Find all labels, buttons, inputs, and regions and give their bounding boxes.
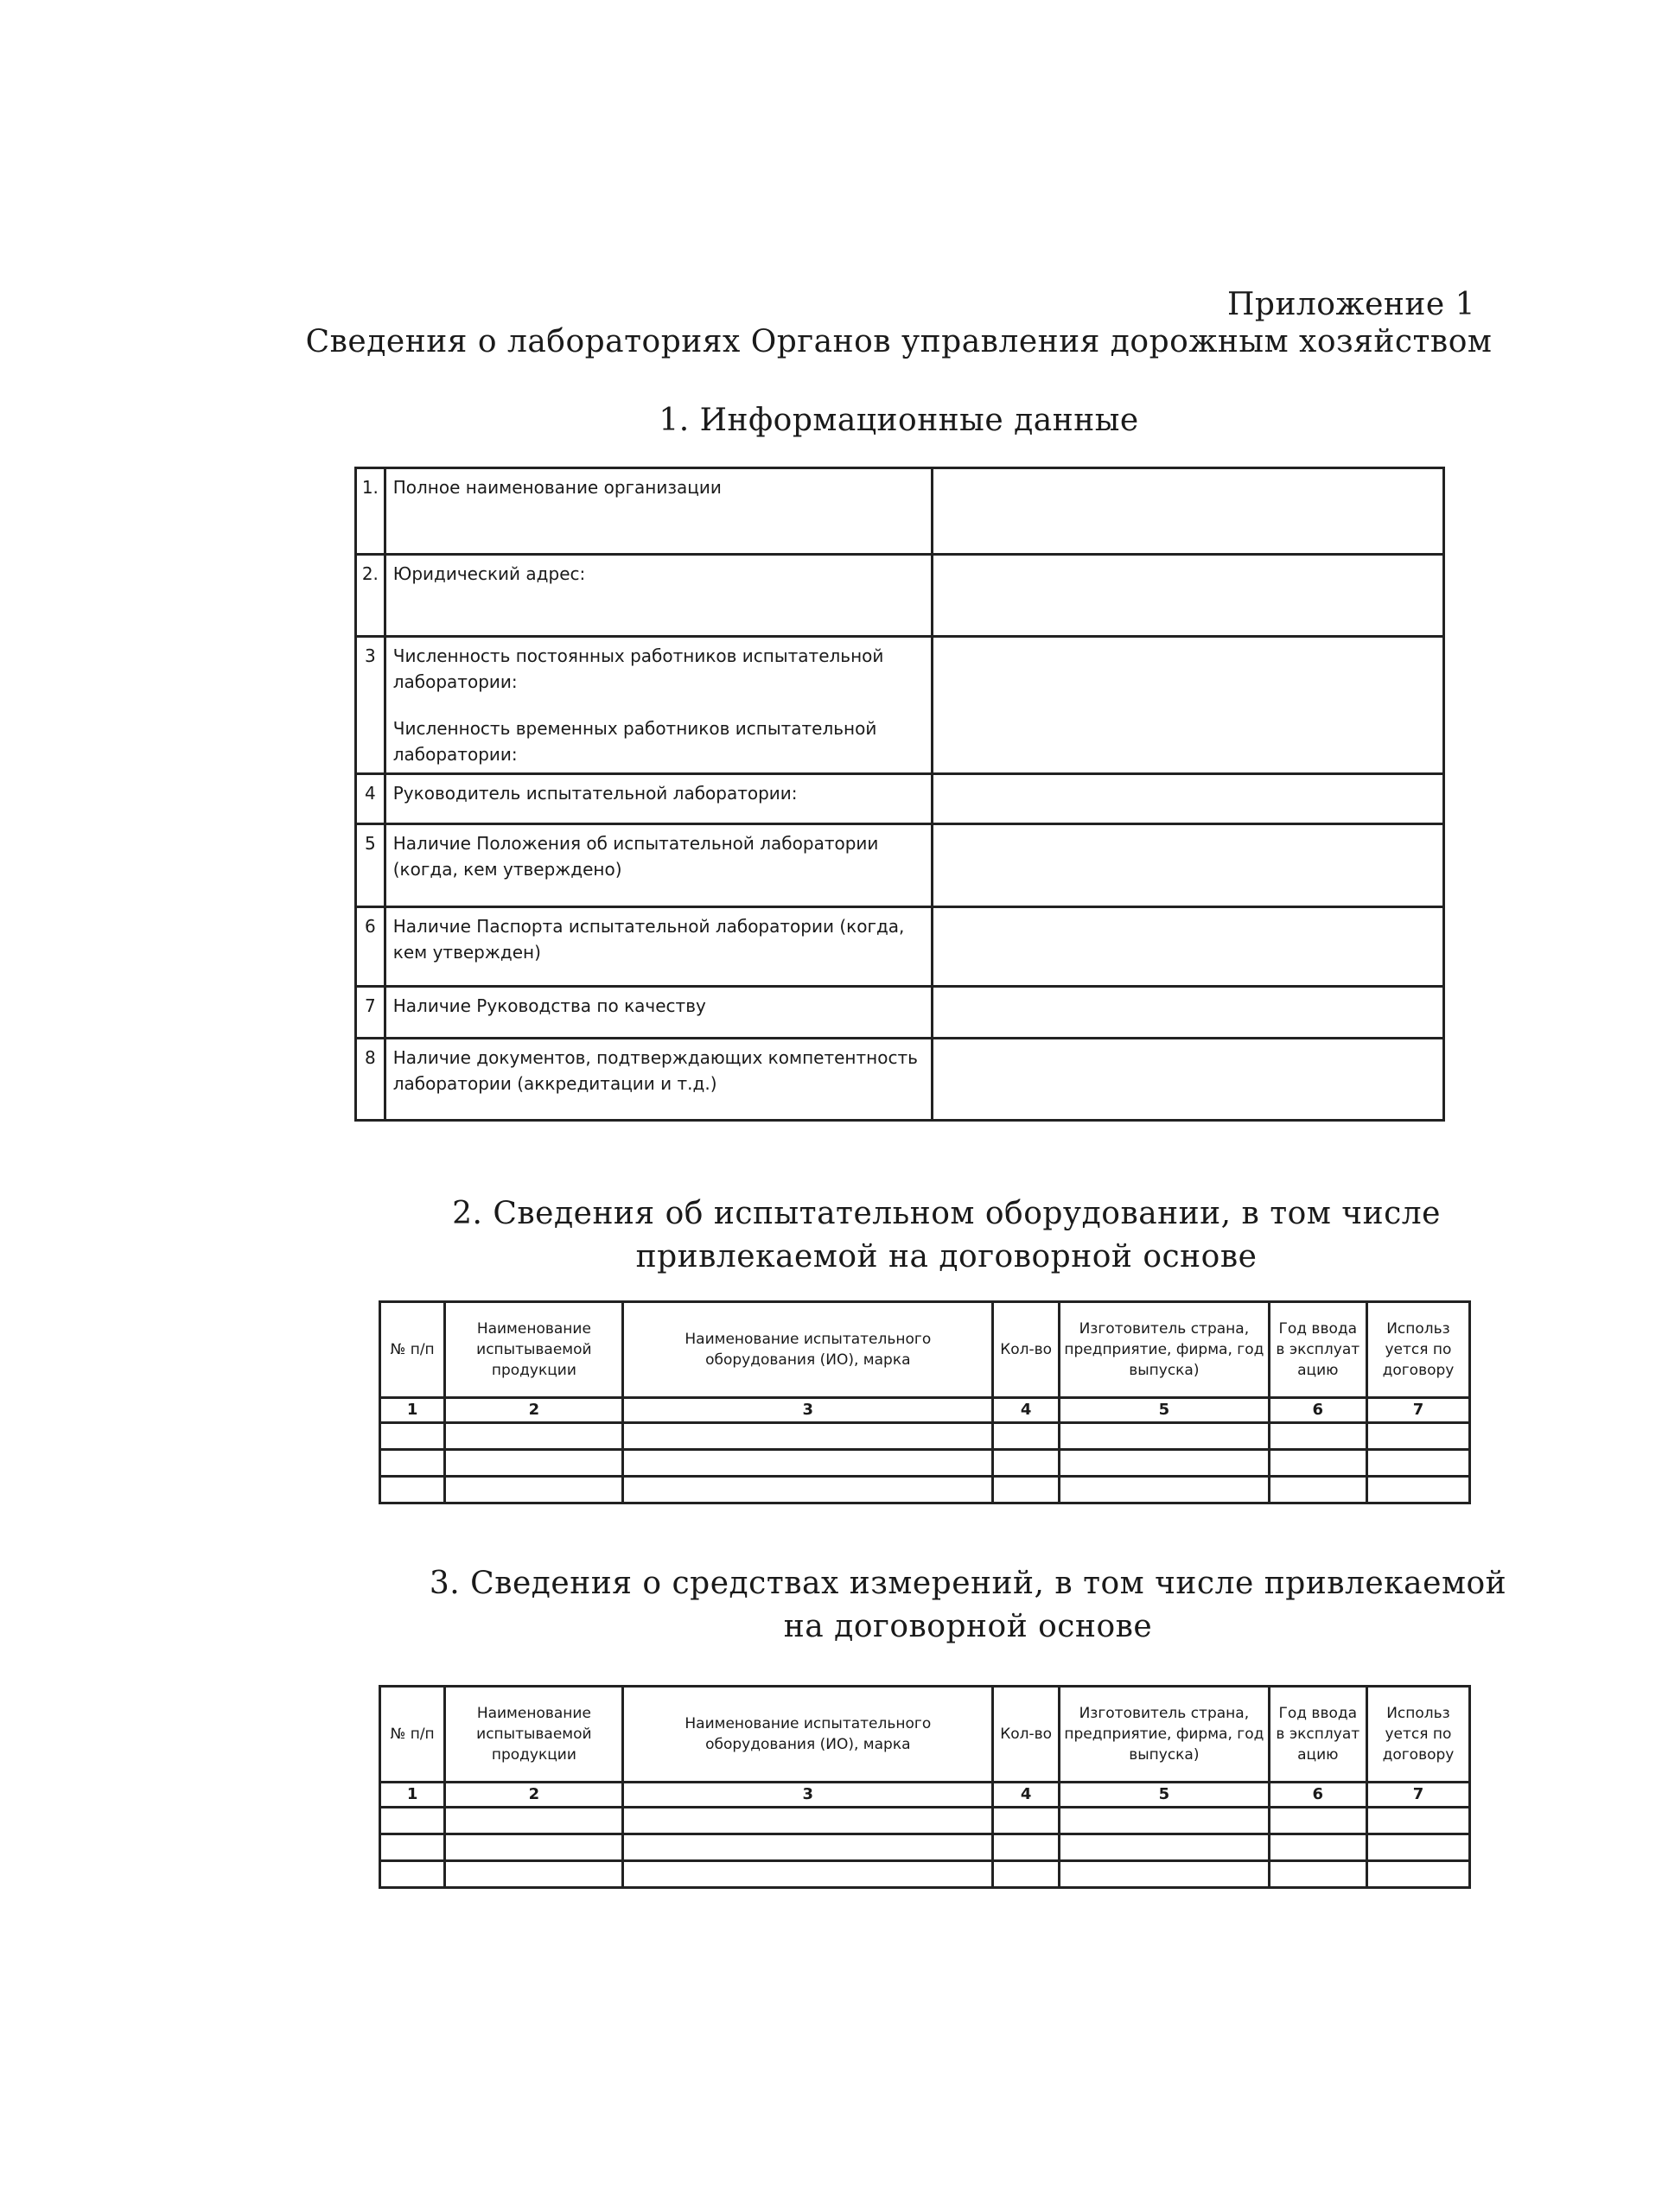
table-cell[interactable] [380, 1477, 445, 1503]
table-row [380, 1477, 1470, 1503]
row-number: 6 [356, 907, 385, 987]
col-number: 3 [623, 1398, 993, 1423]
table-cell[interactable] [445, 1808, 623, 1834]
table-cell[interactable] [993, 1423, 1060, 1450]
table-cell[interactable] [1060, 1423, 1270, 1450]
col-header-equipment: Наименование испытательного оборудования (ИО), марка [623, 1687, 993, 1783]
row-number: 3 [356, 637, 385, 774]
table-row [380, 1423, 1470, 1450]
section1-title: 1. Информационные данные [659, 403, 1139, 438]
info-row [356, 1039, 1444, 1121]
row-value[interactable] [932, 468, 1443, 555]
col-number: 5 [1060, 1398, 1270, 1423]
row-number: 5 [356, 824, 385, 907]
info-row [356, 824, 1444, 907]
table-cell[interactable] [1366, 1808, 1469, 1834]
row-label: Юридический адрес: [385, 555, 932, 637]
section3-title [0, 1562, 1662, 1649]
info-row [356, 468, 1444, 555]
row-label: Наличие Руководства по качеству [385, 987, 932, 1039]
table-cell[interactable] [1060, 1477, 1270, 1503]
col-number: 1 [380, 1783, 445, 1808]
row-label: Наличие Паспорта испытательной лаборатории (когда, кем утвержден) [385, 907, 932, 987]
col-header-number: № п/п [380, 1687, 445, 1783]
table-cell[interactable] [1060, 1450, 1270, 1477]
row-value[interactable] [932, 637, 1443, 774]
table-cell[interactable] [1060, 1834, 1270, 1861]
col-number: 7 [1366, 1783, 1469, 1808]
table-cell[interactable] [380, 1450, 445, 1477]
info-row [356, 637, 1444, 774]
col-number: 1 [380, 1398, 445, 1423]
row-label: Полное наименование организации [385, 468, 932, 555]
table-cell[interactable] [380, 1808, 445, 1834]
table-row [380, 1861, 1470, 1888]
table-cell[interactable] [1060, 1808, 1270, 1834]
table-cell[interactable] [445, 1834, 623, 1861]
col-number: 2 [445, 1783, 623, 1808]
col-number: 7 [1366, 1398, 1469, 1423]
table-cell[interactable] [445, 1423, 623, 1450]
table-cell[interactable] [993, 1808, 1060, 1834]
info-row [356, 907, 1444, 987]
table-row [380, 1834, 1470, 1861]
row-value[interactable] [932, 987, 1443, 1039]
column-number-row [380, 1783, 1470, 1808]
row-label [385, 637, 932, 774]
row-value[interactable] [932, 824, 1443, 907]
table-cell[interactable] [993, 1834, 1060, 1861]
col-header-manufacturer: Изготовитель страна, предприятие, фирма, год выпуска) [1060, 1687, 1270, 1783]
row-label: Руководитель испытательной лаборатории: [385, 774, 932, 824]
col-header-equipment: Наименование испытательного оборудования (ИО), марка [623, 1302, 993, 1398]
col-header-quantity: Кол-во [993, 1687, 1060, 1783]
table-cell[interactable] [1366, 1834, 1469, 1861]
document-title: Сведения о лабораториях Органов управления дорожным хозяйством [305, 324, 1493, 359]
row-number: 8 [356, 1039, 385, 1121]
table-cell[interactable] [623, 1450, 993, 1477]
col-number: 4 [993, 1398, 1060, 1423]
table-cell[interactable] [445, 1450, 623, 1477]
table-cell[interactable] [445, 1477, 623, 1503]
row-number: 1. [356, 468, 385, 555]
table-cell[interactable] [445, 1861, 623, 1888]
row-number: 4 [356, 774, 385, 824]
info-row [356, 774, 1444, 824]
table-cell[interactable] [380, 1834, 445, 1861]
col-header-number: № п/п [380, 1302, 445, 1398]
section3-title-line1: 3. Сведения о средствах измерений, в том числе привлекаемой [429, 1566, 1507, 1601]
table-row [380, 1450, 1470, 1477]
col-header-product: Наименование испытываемой продукции [445, 1302, 623, 1398]
section2-title [0, 1192, 1662, 1279]
measurement-table [379, 1685, 1471, 1889]
col-number: 5 [1060, 1783, 1270, 1808]
col-header-contract: Использ уется по договору [1366, 1302, 1469, 1398]
col-header-contract: Использ уется по договору [1366, 1687, 1469, 1783]
section2-title-line1: 2. Сведения об испытательном оборудовании, в том числе [452, 1196, 1441, 1231]
table-cell[interactable] [380, 1423, 445, 1450]
table-cell[interactable] [1366, 1477, 1469, 1503]
info-row [356, 987, 1444, 1039]
table-row [380, 1808, 1470, 1834]
column-number-row [380, 1398, 1470, 1423]
row-value[interactable] [932, 774, 1443, 824]
table-cell[interactable] [623, 1423, 993, 1450]
table-cell[interactable] [1269, 1861, 1366, 1888]
section3-title-line2: на договорной основе [783, 1609, 1153, 1644]
table-cell[interactable] [1269, 1450, 1366, 1477]
table-cell[interactable] [993, 1861, 1060, 1888]
table-cell[interactable] [623, 1834, 993, 1861]
row-number: 2. [356, 555, 385, 637]
col-number: 3 [623, 1783, 993, 1808]
row-label: Наличие документов, подтверждающих компетентность лаборатории (аккредитации и т.д.) [385, 1039, 932, 1121]
table-cell[interactable] [1269, 1834, 1366, 1861]
row-value[interactable] [932, 555, 1443, 637]
info-table [354, 467, 1445, 1122]
appendix-label: Приложение 1 [1227, 287, 1476, 322]
table-header-row [380, 1687, 1470, 1783]
col-number: 4 [993, 1783, 1060, 1808]
col-header-year: Год ввода в эксплуат ацию [1269, 1687, 1366, 1783]
section2-title-line2: привлекаемой на договорной основе [635, 1239, 1258, 1274]
permanent-staff-label: Численность постоянных работников испытательной лаборатории: [392, 645, 884, 692]
info-row [356, 555, 1444, 637]
table-cell[interactable] [993, 1450, 1060, 1477]
col-number: 6 [1269, 1783, 1366, 1808]
table-cell[interactable] [1366, 1861, 1469, 1888]
row-label: Наличие Положения об испытательной лаборатории (когда, кем утверждено) [385, 824, 932, 907]
table-header-row [380, 1302, 1470, 1398]
table-cell[interactable] [1269, 1808, 1366, 1834]
table-cell[interactable] [623, 1808, 993, 1834]
table-cell[interactable] [623, 1861, 993, 1888]
table-cell[interactable] [1366, 1423, 1469, 1450]
row-value[interactable] [932, 1039, 1443, 1121]
table-cell[interactable] [623, 1477, 993, 1503]
table-cell[interactable] [1366, 1450, 1469, 1477]
col-header-product: Наименование испытываемой продукции [445, 1687, 623, 1783]
table-cell[interactable] [993, 1477, 1060, 1503]
table-cell[interactable] [380, 1861, 445, 1888]
row-value[interactable] [932, 907, 1443, 987]
temporary-staff-label: Численность временных работников испытательной лаборатории: [392, 718, 877, 765]
col-header-manufacturer: Изготовитель страна, предприятие, фирма, год выпуска) [1060, 1302, 1270, 1398]
table-cell[interactable] [1060, 1861, 1270, 1888]
col-header-quantity: Кол-во [993, 1302, 1060, 1398]
row-number: 7 [356, 987, 385, 1039]
table-cell[interactable] [1269, 1477, 1366, 1503]
col-header-year: Год ввода в эксплуат ацию [1269, 1302, 1366, 1398]
table-cell[interactable] [1269, 1423, 1366, 1450]
equipment-table [379, 1300, 1471, 1504]
col-number: 2 [445, 1398, 623, 1423]
col-number: 6 [1269, 1398, 1366, 1423]
